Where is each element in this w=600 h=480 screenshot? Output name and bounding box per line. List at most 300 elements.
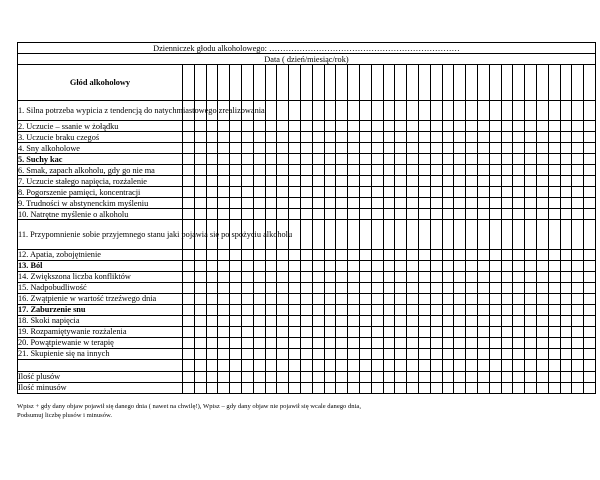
symptom-day-cell[interactable] — [336, 293, 348, 304]
symptom-day-cell[interactable] — [442, 187, 454, 198]
spacer-day-cell[interactable] — [454, 359, 466, 371]
symptom-day-cell[interactable] — [572, 348, 584, 359]
symptom-day-cell[interactable] — [477, 293, 489, 304]
symptom-day-cell[interactable] — [418, 260, 430, 271]
symptom-day-cell[interactable] — [348, 293, 360, 304]
symptom-day-cell[interactable] — [501, 326, 513, 337]
symptom-day-cell[interactable] — [548, 154, 560, 165]
heading-day-cell[interactable] — [265, 65, 277, 101]
symptom-day-cell[interactable] — [418, 121, 430, 132]
totals-day-cell[interactable] — [442, 371, 454, 382]
spacer-day-cell[interactable] — [407, 359, 419, 371]
symptom-day-cell[interactable] — [277, 154, 289, 165]
symptom-day-cell[interactable] — [241, 304, 253, 315]
totals-day-cell[interactable] — [359, 371, 371, 382]
heading-day-cell[interactable] — [513, 65, 525, 101]
symptom-day-cell[interactable] — [572, 249, 584, 260]
symptom-day-cell[interactable] — [359, 249, 371, 260]
totals-day-cell[interactable] — [312, 382, 324, 393]
symptom-day-cell[interactable] — [183, 271, 195, 282]
heading-day-cell[interactable] — [359, 65, 371, 101]
symptom-day-cell[interactable] — [489, 315, 501, 326]
symptom-day-cell[interactable] — [454, 249, 466, 260]
symptom-day-cell[interactable] — [513, 132, 525, 143]
symptom-day-cell[interactable] — [560, 337, 572, 348]
symptom-day-cell[interactable] — [371, 315, 383, 326]
totals-day-cell[interactable] — [312, 371, 324, 382]
symptom-day-cell[interactable] — [477, 143, 489, 154]
symptom-day-cell[interactable] — [477, 249, 489, 260]
spacer-day-cell[interactable] — [418, 359, 430, 371]
symptom-day-cell[interactable] — [265, 326, 277, 337]
totals-day-cell[interactable] — [253, 371, 265, 382]
symptom-day-cell[interactable] — [407, 165, 419, 176]
symptom-day-cell[interactable] — [395, 143, 407, 154]
symptom-day-cell[interactable] — [501, 293, 513, 304]
spacer-day-cell[interactable] — [572, 359, 584, 371]
symptom-day-cell[interactable] — [324, 187, 336, 198]
symptom-day-cell[interactable] — [548, 326, 560, 337]
symptom-day-cell[interactable] — [418, 165, 430, 176]
symptom-day-cell[interactable] — [265, 209, 277, 220]
symptom-day-cell[interactable] — [584, 132, 596, 143]
symptom-day-cell[interactable] — [265, 187, 277, 198]
symptom-day-cell[interactable] — [359, 260, 371, 271]
symptom-day-cell[interactable] — [466, 132, 478, 143]
spacer-day-cell[interactable] — [489, 359, 501, 371]
heading-day-cell[interactable] — [418, 65, 430, 101]
symptom-day-cell[interactable] — [383, 187, 395, 198]
symptom-day-cell[interactable] — [548, 315, 560, 326]
symptom-day-cell[interactable] — [536, 198, 548, 209]
symptom-day-cell[interactable] — [289, 337, 301, 348]
symptom-day-cell[interactable] — [194, 293, 206, 304]
symptom-day-cell[interactable] — [324, 326, 336, 337]
symptom-day-cell[interactable] — [206, 132, 218, 143]
totals-day-cell[interactable] — [513, 371, 525, 382]
symptom-day-cell[interactable] — [253, 315, 265, 326]
symptom-day-cell[interactable] — [253, 348, 265, 359]
spacer-day-cell[interactable] — [371, 359, 383, 371]
symptom-day-cell[interactable] — [407, 315, 419, 326]
symptom-day-cell[interactable] — [442, 165, 454, 176]
symptom-day-cell[interactable] — [324, 282, 336, 293]
spacer-day-cell[interactable] — [548, 359, 560, 371]
symptom-day-cell[interactable] — [442, 260, 454, 271]
symptom-day-cell[interactable] — [289, 143, 301, 154]
symptom-day-cell[interactable] — [395, 101, 407, 121]
symptom-day-cell[interactable] — [383, 249, 395, 260]
symptom-day-cell[interactable] — [466, 326, 478, 337]
symptom-day-cell[interactable] — [477, 220, 489, 250]
spacer-day-cell[interactable] — [241, 359, 253, 371]
symptom-day-cell[interactable] — [230, 337, 242, 348]
symptom-day-cell[interactable] — [300, 101, 312, 121]
symptom-day-cell[interactable] — [572, 165, 584, 176]
symptom-day-cell[interactable] — [265, 132, 277, 143]
symptom-day-cell[interactable] — [300, 282, 312, 293]
symptom-day-cell[interactable] — [536, 209, 548, 220]
symptom-day-cell[interactable] — [383, 220, 395, 250]
symptom-day-cell[interactable] — [466, 293, 478, 304]
symptom-day-cell[interactable] — [407, 249, 419, 260]
totals-day-cell[interactable] — [536, 382, 548, 393]
symptom-day-cell[interactable] — [572, 337, 584, 348]
symptom-day-cell[interactable] — [501, 176, 513, 187]
symptom-day-cell[interactable] — [560, 326, 572, 337]
symptom-day-cell[interactable] — [371, 249, 383, 260]
symptom-day-cell[interactable] — [289, 348, 301, 359]
symptom-day-cell[interactable] — [359, 154, 371, 165]
symptom-day-cell[interactable] — [336, 121, 348, 132]
symptom-day-cell[interactable] — [300, 187, 312, 198]
symptom-day-cell[interactable] — [371, 154, 383, 165]
symptom-day-cell[interactable] — [183, 209, 195, 220]
symptom-day-cell[interactable] — [454, 165, 466, 176]
symptom-day-cell[interactable] — [442, 143, 454, 154]
symptom-day-cell[interactable] — [277, 315, 289, 326]
symptom-day-cell[interactable] — [477, 132, 489, 143]
symptom-day-cell[interactable] — [584, 143, 596, 154]
symptom-day-cell[interactable] — [383, 143, 395, 154]
symptom-day-cell[interactable] — [501, 249, 513, 260]
heading-day-cell[interactable] — [442, 65, 454, 101]
symptom-day-cell[interactable] — [277, 176, 289, 187]
symptom-day-cell[interactable] — [407, 143, 419, 154]
symptom-day-cell[interactable] — [395, 220, 407, 250]
symptom-day-cell[interactable] — [218, 154, 230, 165]
symptom-day-cell[interactable] — [430, 132, 442, 143]
symptom-day-cell[interactable] — [418, 337, 430, 348]
symptom-day-cell[interactable] — [194, 209, 206, 220]
symptom-day-cell[interactable] — [584, 282, 596, 293]
symptom-day-cell[interactable] — [383, 348, 395, 359]
symptom-day-cell[interactable] — [513, 121, 525, 132]
symptom-day-cell[interactable] — [183, 348, 195, 359]
symptom-day-cell[interactable] — [560, 220, 572, 250]
totals-day-cell[interactable] — [218, 382, 230, 393]
symptom-day-cell[interactable] — [442, 282, 454, 293]
symptom-day-cell[interactable] — [383, 293, 395, 304]
symptom-day-cell[interactable] — [525, 198, 537, 209]
symptom-day-cell[interactable] — [241, 348, 253, 359]
symptom-day-cell[interactable] — [359, 121, 371, 132]
symptom-day-cell[interactable] — [513, 249, 525, 260]
symptom-day-cell[interactable] — [536, 165, 548, 176]
symptom-day-cell[interactable] — [489, 121, 501, 132]
symptom-day-cell[interactable] — [548, 176, 560, 187]
symptom-day-cell[interactable] — [324, 176, 336, 187]
symptom-day-cell[interactable] — [442, 176, 454, 187]
heading-day-cell[interactable] — [206, 65, 218, 101]
symptom-day-cell[interactable] — [253, 337, 265, 348]
symptom-day-cell[interactable] — [371, 101, 383, 121]
symptom-day-cell[interactable] — [336, 132, 348, 143]
symptom-day-cell[interactable] — [442, 121, 454, 132]
symptom-day-cell[interactable] — [336, 304, 348, 315]
symptom-day-cell[interactable] — [383, 209, 395, 220]
symptom-day-cell[interactable] — [489, 165, 501, 176]
symptom-day-cell[interactable] — [560, 271, 572, 282]
symptom-day-cell[interactable] — [336, 220, 348, 250]
symptom-day-cell[interactable] — [336, 209, 348, 220]
symptom-day-cell[interactable] — [501, 187, 513, 198]
symptom-day-cell[interactable] — [454, 198, 466, 209]
symptom-day-cell[interactable] — [183, 187, 195, 198]
symptom-day-cell[interactable] — [501, 132, 513, 143]
symptom-day-cell[interactable] — [395, 198, 407, 209]
symptom-day-cell[interactable] — [477, 315, 489, 326]
heading-day-cell[interactable] — [525, 65, 537, 101]
spacer-day-cell[interactable] — [501, 359, 513, 371]
symptom-day-cell[interactable] — [536, 326, 548, 337]
symptom-day-cell[interactable] — [477, 271, 489, 282]
symptom-day-cell[interactable] — [560, 121, 572, 132]
symptom-day-cell[interactable] — [525, 315, 537, 326]
symptom-day-cell[interactable] — [418, 271, 430, 282]
symptom-day-cell[interactable] — [430, 271, 442, 282]
symptom-day-cell[interactable] — [477, 209, 489, 220]
symptom-day-cell[interactable] — [348, 304, 360, 315]
symptom-day-cell[interactable] — [277, 337, 289, 348]
symptom-day-cell[interactable] — [536, 348, 548, 359]
symptom-day-cell[interactable] — [230, 304, 242, 315]
symptom-day-cell[interactable] — [371, 143, 383, 154]
symptom-day-cell[interactable] — [466, 209, 478, 220]
symptom-day-cell[interactable] — [536, 249, 548, 260]
symptom-day-cell[interactable] — [289, 249, 301, 260]
symptom-day-cell[interactable] — [501, 121, 513, 132]
symptom-day-cell[interactable] — [489, 154, 501, 165]
symptom-day-cell[interactable] — [312, 271, 324, 282]
symptom-day-cell[interactable] — [560, 143, 572, 154]
symptom-day-cell[interactable] — [430, 220, 442, 250]
symptom-day-cell[interactable] — [572, 282, 584, 293]
symptom-day-cell[interactable] — [265, 154, 277, 165]
symptom-day-cell[interactable] — [454, 143, 466, 154]
symptom-day-cell[interactable] — [206, 326, 218, 337]
symptom-day-cell[interactable] — [430, 187, 442, 198]
symptom-day-cell[interactable] — [300, 249, 312, 260]
spacer-day-cell[interactable] — [289, 359, 301, 371]
symptom-day-cell[interactable] — [442, 198, 454, 209]
totals-day-cell[interactable] — [289, 382, 301, 393]
symptom-day-cell[interactable] — [300, 293, 312, 304]
symptom-day-cell[interactable] — [407, 304, 419, 315]
symptom-day-cell[interactable] — [466, 176, 478, 187]
symptom-day-cell[interactable] — [241, 121, 253, 132]
symptom-day-cell[interactable] — [348, 132, 360, 143]
symptom-day-cell[interactable] — [241, 154, 253, 165]
symptom-day-cell[interactable] — [513, 154, 525, 165]
symptom-day-cell[interactable] — [371, 198, 383, 209]
symptom-day-cell[interactable] — [442, 337, 454, 348]
heading-day-cell[interactable] — [253, 65, 265, 101]
symptom-day-cell[interactable] — [230, 348, 242, 359]
totals-day-cell[interactable] — [525, 382, 537, 393]
symptom-day-cell[interactable] — [324, 101, 336, 121]
symptom-day-cell[interactable] — [312, 337, 324, 348]
totals-day-cell[interactable] — [277, 382, 289, 393]
symptom-day-cell[interactable] — [560, 249, 572, 260]
symptom-day-cell[interactable] — [407, 326, 419, 337]
symptom-day-cell[interactable] — [466, 249, 478, 260]
totals-day-cell[interactable] — [548, 371, 560, 382]
symptom-day-cell[interactable] — [572, 326, 584, 337]
symptom-day-cell[interactable] — [206, 293, 218, 304]
symptom-day-cell[interactable] — [383, 101, 395, 121]
symptom-day-cell[interactable] — [454, 132, 466, 143]
symptom-day-cell[interactable] — [395, 348, 407, 359]
heading-day-cell[interactable] — [454, 65, 466, 101]
heading-day-cell[interactable] — [348, 65, 360, 101]
symptom-day-cell[interactable] — [560, 165, 572, 176]
symptom-day-cell[interactable] — [265, 176, 277, 187]
symptom-day-cell[interactable] — [265, 348, 277, 359]
heading-day-cell[interactable] — [194, 65, 206, 101]
totals-day-cell[interactable] — [241, 382, 253, 393]
symptom-day-cell[interactable] — [265, 293, 277, 304]
symptom-day-cell[interactable] — [206, 176, 218, 187]
symptom-day-cell[interactable] — [241, 209, 253, 220]
symptom-day-cell[interactable] — [183, 260, 195, 271]
symptom-day-cell[interactable] — [230, 326, 242, 337]
symptom-day-cell[interactable] — [525, 220, 537, 250]
symptom-day-cell[interactable] — [536, 187, 548, 198]
symptom-day-cell[interactable] — [430, 154, 442, 165]
symptom-day-cell[interactable] — [348, 143, 360, 154]
symptom-day-cell[interactable] — [218, 143, 230, 154]
totals-day-cell[interactable] — [584, 382, 596, 393]
totals-day-cell[interactable] — [324, 382, 336, 393]
symptom-day-cell[interactable] — [289, 198, 301, 209]
totals-day-cell[interactable] — [241, 371, 253, 382]
symptom-day-cell[interactable] — [218, 293, 230, 304]
symptom-day-cell[interactable] — [183, 293, 195, 304]
symptom-day-cell[interactable] — [183, 154, 195, 165]
symptom-day-cell[interactable] — [584, 337, 596, 348]
symptom-day-cell[interactable] — [407, 220, 419, 250]
symptom-day-cell[interactable] — [560, 282, 572, 293]
symptom-day-cell[interactable] — [359, 304, 371, 315]
symptom-day-cell[interactable] — [560, 348, 572, 359]
symptom-day-cell[interactable] — [277, 304, 289, 315]
symptom-day-cell[interactable] — [241, 187, 253, 198]
symptom-day-cell[interactable] — [407, 271, 419, 282]
symptom-day-cell[interactable] — [501, 282, 513, 293]
totals-day-cell[interactable] — [466, 382, 478, 393]
symptom-day-cell[interactable] — [277, 293, 289, 304]
totals-day-cell[interactable] — [277, 371, 289, 382]
symptom-day-cell[interactable] — [395, 315, 407, 326]
symptom-day-cell[interactable] — [430, 176, 442, 187]
symptom-day-cell[interactable] — [253, 132, 265, 143]
symptom-day-cell[interactable] — [206, 304, 218, 315]
symptom-day-cell[interactable] — [265, 249, 277, 260]
symptom-day-cell[interactable] — [324, 348, 336, 359]
symptom-day-cell[interactable] — [277, 165, 289, 176]
symptom-day-cell[interactable] — [300, 176, 312, 187]
symptom-day-cell[interactable] — [383, 121, 395, 132]
spacer-day-cell[interactable] — [336, 359, 348, 371]
symptom-day-cell[interactable] — [454, 209, 466, 220]
symptom-day-cell[interactable] — [324, 121, 336, 132]
symptom-day-cell[interactable] — [548, 249, 560, 260]
totals-day-cell[interactable] — [265, 382, 277, 393]
symptom-day-cell[interactable] — [289, 187, 301, 198]
totals-day-cell[interactable] — [230, 371, 242, 382]
symptom-day-cell[interactable] — [277, 187, 289, 198]
symptom-day-cell[interactable] — [253, 165, 265, 176]
symptom-day-cell[interactable] — [442, 101, 454, 121]
symptom-day-cell[interactable] — [312, 293, 324, 304]
symptom-day-cell[interactable] — [289, 271, 301, 282]
symptom-day-cell[interactable] — [383, 337, 395, 348]
symptom-day-cell[interactable] — [383, 176, 395, 187]
symptom-day-cell[interactable] — [324, 260, 336, 271]
symptom-day-cell[interactable] — [277, 282, 289, 293]
symptom-day-cell[interactable] — [230, 143, 242, 154]
symptom-day-cell[interactable] — [442, 304, 454, 315]
heading-day-cell[interactable] — [324, 65, 336, 101]
spacer-day-cell[interactable] — [525, 359, 537, 371]
symptom-day-cell[interactable] — [348, 220, 360, 250]
totals-day-cell[interactable] — [383, 371, 395, 382]
symptom-day-cell[interactable] — [501, 271, 513, 282]
spacer-day-cell[interactable] — [536, 359, 548, 371]
heading-day-cell[interactable] — [466, 65, 478, 101]
symptom-day-cell[interactable] — [324, 337, 336, 348]
symptom-day-cell[interactable] — [407, 282, 419, 293]
totals-day-cell[interactable] — [359, 382, 371, 393]
symptom-day-cell[interactable] — [466, 304, 478, 315]
symptom-day-cell[interactable] — [430, 260, 442, 271]
symptom-day-cell[interactable] — [300, 132, 312, 143]
symptom-day-cell[interactable] — [572, 143, 584, 154]
symptom-day-cell[interactable] — [430, 198, 442, 209]
symptom-day-cell[interactable] — [466, 315, 478, 326]
spacer-day-cell[interactable] — [442, 359, 454, 371]
symptom-day-cell[interactable] — [395, 154, 407, 165]
symptom-day-cell[interactable] — [395, 271, 407, 282]
symptom-day-cell[interactable] — [548, 304, 560, 315]
symptom-day-cell[interactable] — [560, 176, 572, 187]
symptom-day-cell[interactable] — [501, 315, 513, 326]
symptom-day-cell[interactable] — [418, 326, 430, 337]
symptom-day-cell[interactable] — [525, 337, 537, 348]
totals-day-cell[interactable] — [265, 371, 277, 382]
heading-day-cell[interactable] — [548, 65, 560, 101]
symptom-day-cell[interactable] — [560, 260, 572, 271]
totals-day-cell[interactable] — [430, 382, 442, 393]
symptom-day-cell[interactable] — [572, 187, 584, 198]
symptom-day-cell[interactable] — [206, 209, 218, 220]
totals-day-cell[interactable] — [230, 382, 242, 393]
symptom-day-cell[interactable] — [206, 337, 218, 348]
symptom-day-cell[interactable] — [300, 198, 312, 209]
symptom-day-cell[interactable] — [560, 209, 572, 220]
symptom-day-cell[interactable] — [454, 348, 466, 359]
totals-day-cell[interactable] — [218, 371, 230, 382]
totals-day-cell[interactable] — [584, 371, 596, 382]
symptom-day-cell[interactable] — [418, 282, 430, 293]
symptom-day-cell[interactable] — [454, 154, 466, 165]
symptom-day-cell[interactable] — [265, 101, 277, 121]
symptom-day-cell[interactable] — [560, 304, 572, 315]
symptom-day-cell[interactable] — [218, 337, 230, 348]
symptom-day-cell[interactable] — [183, 143, 195, 154]
symptom-day-cell[interactable] — [572, 198, 584, 209]
